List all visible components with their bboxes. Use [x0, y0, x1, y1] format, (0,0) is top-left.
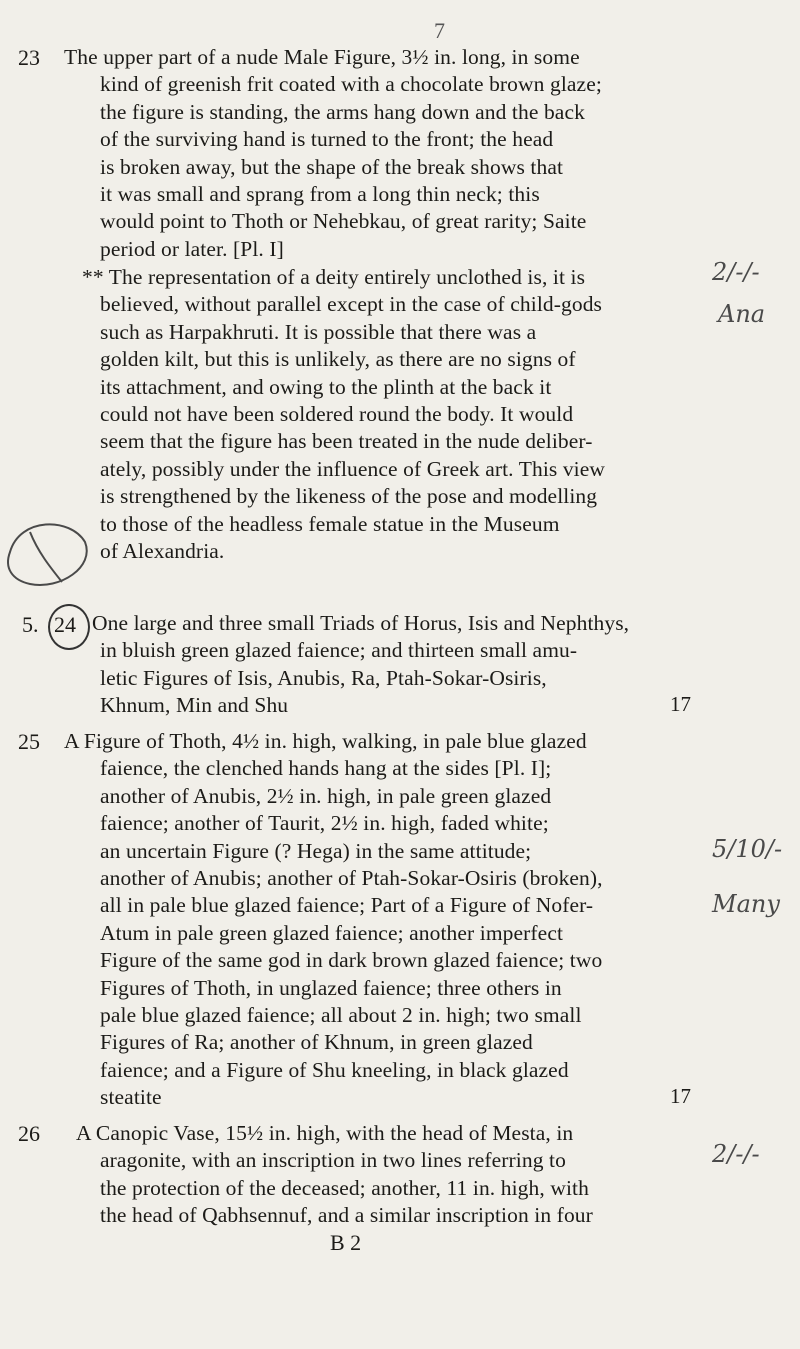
text-line: ** The representation of a deity entirely unclothed is, it is	[82, 265, 586, 289]
lot-number: 23	[18, 45, 40, 70]
text-line: an uncertain Figure (? Hega) in the same attitude;	[100, 838, 532, 863]
lot-number: 26	[18, 1121, 40, 1146]
lot-24-description	[92, 610, 696, 720]
text-line: is broken away, but the shape of the break shows that	[100, 154, 564, 179]
text-line: A Canopic Vase, 15½ in. high, with the head of Mesta, in	[76, 1121, 574, 1145]
lot-number: 25	[18, 729, 40, 754]
text-line: seem that the figure has been treated in the nude deliber-	[100, 429, 593, 454]
text-line: period or later. [Pl. I]	[100, 236, 284, 261]
text-line: Figures of Ra; another of Khnum, in green glazed	[100, 1030, 533, 1055]
margin-note: Many	[712, 890, 780, 918]
text-line: another of Anubis, 2½ in. high, in pale green glazed	[100, 783, 552, 808]
text-line: faience, the clenched hands hang at the sides [Pl. I];	[100, 756, 552, 781]
note-paragraph	[82, 264, 696, 565]
text-line: Atum in pale green glazed faience; another imperfect	[100, 920, 564, 945]
text-line: the figure is standing, the arms hang down and the back	[100, 99, 585, 124]
page-mark: 7	[434, 18, 445, 43]
text-line: of the surviving hand is turned to the front; the head	[100, 127, 554, 152]
text-line: pale blue glazed faience; all about 2 in. high; two small	[100, 1003, 582, 1028]
page-signature: B 2	[330, 1230, 362, 1255]
lot-number: 24	[54, 612, 76, 637]
text-line: such as Harpakhruti. It is possible that there was a	[100, 319, 537, 344]
lot-26-description	[76, 1120, 696, 1230]
text-line: it was small and sprang from a long thin neck; this	[100, 182, 540, 207]
text-line: believed, without parallel except in the case of child-gods	[100, 292, 603, 317]
text-line: kind of greenish frit coated with a chocolate brown glaze;	[100, 72, 602, 97]
text-line: Khnum, Min and Shu	[100, 693, 289, 718]
text-line: is strengthened by the likeness of the pose and modelling	[100, 484, 598, 509]
lot-price: 17	[670, 692, 691, 716]
text-line: of Alexandria.	[100, 539, 225, 564]
text-line: steatite	[100, 1085, 162, 1110]
margin-note: Ana	[718, 300, 766, 328]
text-line: letic Figures of Isis, Anubis, Ra, Ptah-Sokar-Osiris,	[100, 665, 547, 690]
lot-23-description	[64, 44, 696, 263]
lot-number: 5.	[22, 612, 39, 637]
text-line: A Figure of Thoth, 4½ in. high, walking, in pale blue glazed	[64, 729, 587, 753]
text-line: aragonite, with an inscription in two lines referring to	[100, 1148, 566, 1173]
text-line: faience; and a Figure of Shu kneeling, in black glazed	[100, 1057, 569, 1082]
text-line: Figures of Thoth, in unglazed faience; three others in	[100, 975, 562, 1000]
text-line: would point to Thoth or Nehebkau, of great rarity; Saite	[100, 209, 587, 234]
margin-note: 5/10/-	[712, 835, 783, 863]
margin-note: 2/-/-	[712, 1140, 760, 1168]
text-line: The upper part of a nude Male Figure, 3½ in. long, in some	[64, 45, 580, 69]
text-line: One large and three small Triads of Horus, Isis and Nephthys,	[92, 611, 630, 635]
margin-note: 2/-/-	[712, 258, 760, 286]
lot-price: 17	[670, 1084, 691, 1108]
text-line: the protection of the deceased; another, 11 in. high, with	[100, 1175, 589, 1200]
text-line: to those of the headless female statue in the Museum	[100, 511, 560, 536]
text-line: could not have been soldered round the body. It would	[100, 402, 574, 427]
text-line: Figure of the same god in dark brown glazed faience; two	[100, 948, 603, 973]
text-line: the head of Qabhsennuf, and a similar inscription in four	[100, 1203, 593, 1228]
stamp-mark	[0, 512, 100, 592]
text-line: its attachment, and owing to the plinth at the back it	[100, 374, 552, 399]
text-line: in bluish green glazed faience; and thirteen small amu-	[100, 638, 578, 663]
text-line: another of Anubis; another of Ptah-Sokar-Osiris (broken),	[100, 866, 603, 891]
text-line: faience; another of Taurit, 2½ in. high, faded white;	[100, 811, 549, 836]
text-line: golden kilt, but this is unlikely, as there are no signs of	[100, 347, 576, 372]
text-line: all in pale blue glazed faience; Part of a Figure of Nofer-	[100, 893, 594, 918]
text-line: ately, possibly under the influence of Greek art. This view	[100, 456, 606, 481]
lot-25-description	[64, 728, 696, 1112]
